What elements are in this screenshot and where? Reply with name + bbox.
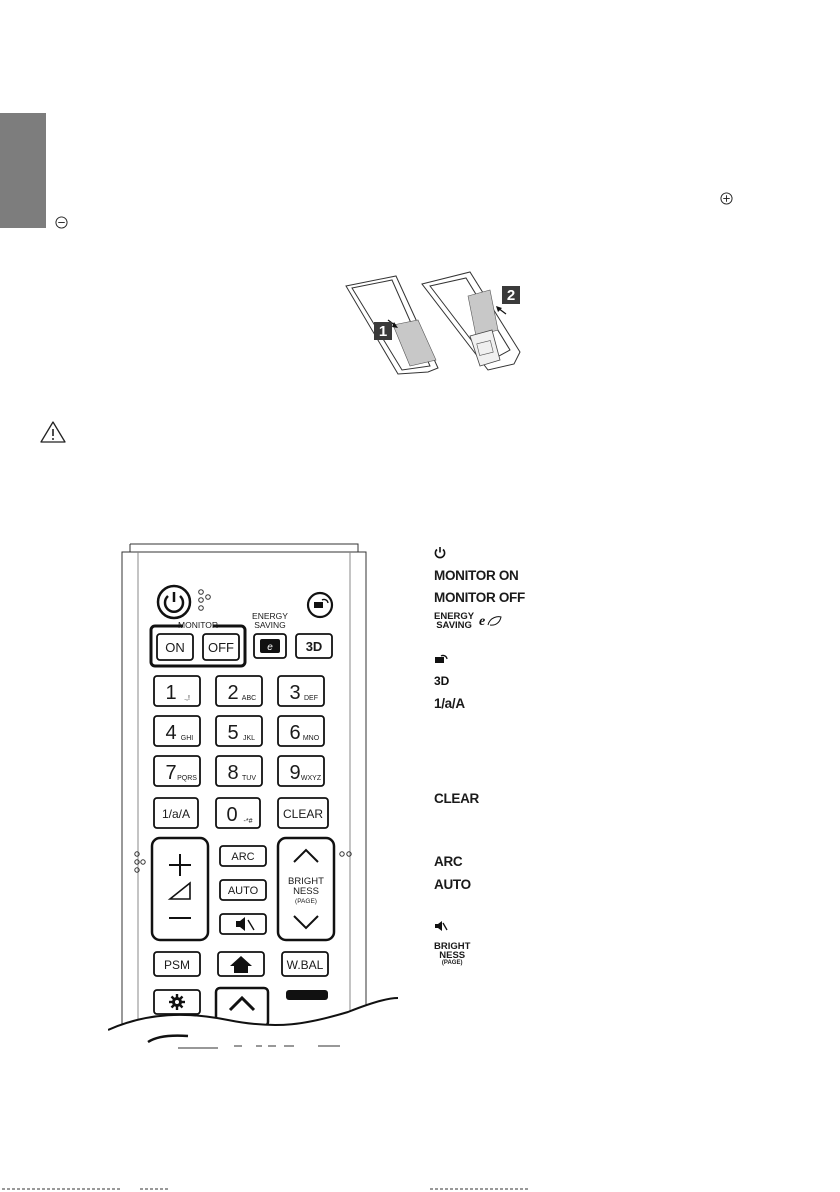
footer-strip [0,1186,840,1192]
remote-num-digit: 8 [227,762,239,784]
remote-num-key [154,676,200,706]
battery-cover-illustration [338,268,522,378]
legend-power [434,546,446,559]
remote-num-letters: WXYZ [300,775,322,782]
language-tab [0,113,46,228]
remote-num-digit: 5 [227,722,239,744]
remote-wbal-key: W.BAL [286,958,324,972]
remote-bright-line2: NESS [293,886,319,897]
input-icon [434,654,448,665]
legend-clear: CLEAR [434,791,479,806]
remote-3d-key: 3D [305,639,323,654]
brightness-line3: (PAGE) [441,960,463,966]
remote-num-letters: TUV [242,775,256,782]
remote-on-key: ON [165,640,185,655]
energy-saving-text [434,612,474,630]
legend-1aa: 1/a/A [434,696,465,711]
remote-off-key: OFF [208,640,234,655]
remote-1aa-key: 1/a/A [161,807,191,821]
remote-num-letters: PQRS [177,775,197,782]
remote-num-letters: .,! [184,695,190,702]
svg-text:e: e [479,614,486,628]
legend-arc: ARC [434,854,463,869]
brightness-line1: BRIGHT [434,941,471,952]
legend-brightness [434,942,470,967]
remote-num-key [216,716,262,746]
remote-num-digit: 3 [289,682,301,704]
remote-energy-line1: ENERGY [252,611,288,621]
remote-num-letters: JKL [242,735,256,742]
energy-saving-line2: SAVING [436,620,472,631]
energy-saving-icon [478,614,502,628]
remote-energy-line2: SAVING [254,620,286,630]
svg-text:3D: 3D [434,674,450,686]
plus-circle-icon [720,192,733,205]
remote-num-letters: DEF [304,695,318,702]
svg-text:e: e [267,642,273,653]
remote-bright-line1: BRIGHT [288,876,324,887]
remote-num-digit: 9 [289,762,301,784]
remote-monitor-label: MONITOR [178,620,218,630]
remote-num-letters: MNO [302,735,320,742]
button-legend [434,546,674,966]
remote-num-digit: 1 [165,682,177,704]
brightness-line2: NESS [439,950,466,961]
legend-monitor-off: MONITOR OFF [434,590,525,605]
remote-bright-line3: (PAGE) [295,898,317,905]
legend-input [434,654,448,665]
remote-num-letters: GHI [180,735,194,742]
mute-icon [434,920,448,932]
remote-psm-key: PSM [163,958,191,972]
remote-clear-key: CLEAR [282,807,324,821]
legend-auto: AUTO [434,877,471,892]
three-d-icon [434,674,450,686]
step-2-label: 2 [506,287,516,304]
power-icon [434,546,446,559]
remote-num-digit: 2 [227,682,239,704]
remote-num-digit: 4 [165,722,177,744]
remote-num-digit: 6 [289,722,301,744]
legend-monitor-on: MONITOR ON [434,568,519,583]
remote-num-digit: 7 [165,762,177,784]
minus-circle-icon [55,216,68,229]
legend-mute [434,920,448,932]
remote-auto-key: AUTO [227,885,259,897]
caution-icon [39,420,67,444]
remote-0-sub: -*# [243,818,253,825]
legend-3d [434,674,450,686]
brightness-text [434,942,470,967]
step-1-label: 1 [378,323,388,340]
remote-num-letters: ABC [241,695,257,702]
remote-0-key: 0 [226,804,238,826]
energy-saving-line1: ENERGY [434,611,475,622]
remote-arc-key: ARC [231,851,255,863]
remote-control-illustration [108,542,408,1052]
legend-energy-saving [434,612,502,630]
